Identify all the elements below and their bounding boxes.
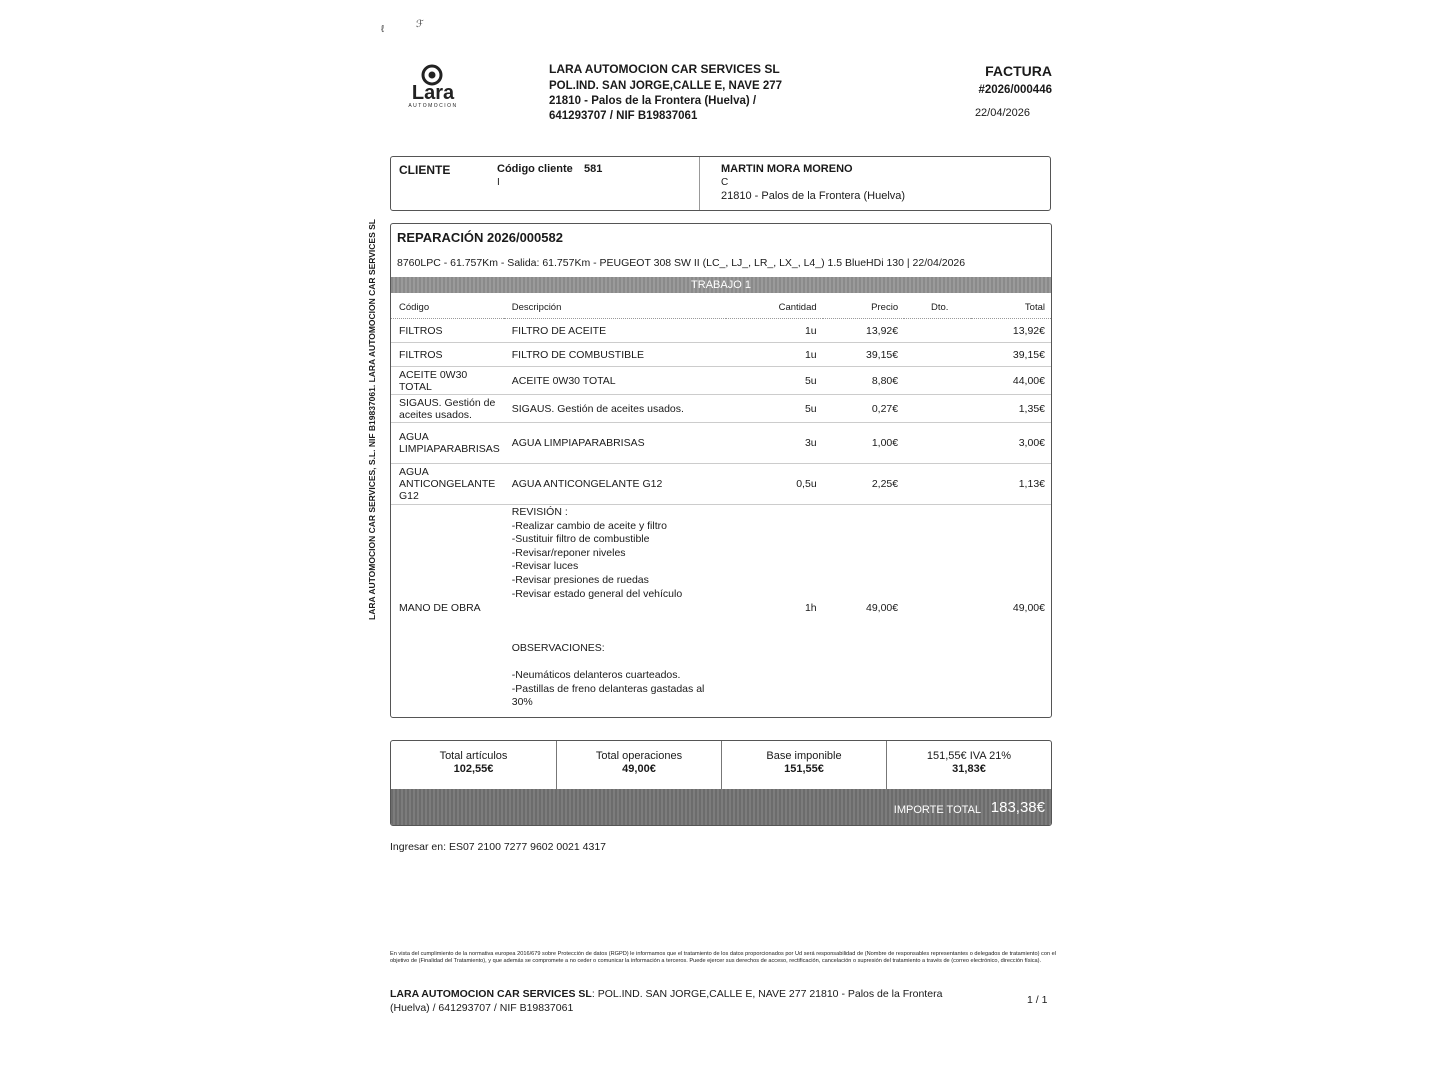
cell-discount <box>904 505 971 711</box>
cell-description: FILTRO DE ACEITE <box>504 319 726 343</box>
company-name: LARA AUTOMOCION CAR SERVICES SL <box>549 62 780 76</box>
total-operations-label: Total operaciones <box>595 750 683 762</box>
invoice-number: #2026/000446 <box>978 84 1052 96</box>
total-articles <box>391 741 556 789</box>
table-row <box>391 343 1051 367</box>
cell-total: 13,92€ <box>971 319 1051 343</box>
totals-box <box>390 740 1052 826</box>
side-legal-text: LARA AUTOMOCION CAR SERVICES, S.L. NIF B19837061. LARA AUTOMOCION CAR SERVICES SL <box>367 219 377 620</box>
vat-value: 31,83€ <box>952 763 986 775</box>
cell-code: MANO DE OBRA <box>399 601 481 614</box>
cell-discount <box>904 423 971 464</box>
cell-description: ACEITE 0W30 TOTAL <box>504 367 726 395</box>
cell-discount <box>904 319 971 343</box>
total-operations-value: 49,00€ <box>622 763 656 775</box>
table-row-labour <box>391 505 1051 711</box>
cell-discount <box>904 343 971 367</box>
divider <box>699 157 700 210</box>
client-code-label: Código cliente <box>497 163 573 175</box>
cell-discount <box>904 464 971 505</box>
cell-discount <box>904 367 971 395</box>
cell-code: SIGAUS. Gestión de aceites usados. <box>391 395 504 423</box>
company-address: POL.IND. SAN JORGE,CALLE E, NAVE 277 21810 - Palos de la Frontera (Huelva) / 641293707 / NIF B19837061 <box>549 80 783 122</box>
logo-text: Lara <box>411 82 455 104</box>
logo-subtext: AUTOMOCION <box>408 103 458 109</box>
column-header-quantity: Cantidad <box>726 296 823 319</box>
repair-title: REPARACIÓN 2026/000582 <box>397 230 563 245</box>
cell-price: 49,00€ <box>865 601 899 614</box>
cell-total: 44,00€ <box>971 367 1051 395</box>
cell-description: AGUA LIMPIAPARABRISAS <box>504 423 726 464</box>
cell-price: 2,25€ <box>823 464 904 505</box>
cell-discount <box>904 395 971 423</box>
table-row <box>391 367 1051 395</box>
column-header-discount: Dto. <box>904 296 971 319</box>
cell-code: ACEITE 0W30 TOTAL <box>391 367 504 395</box>
cell-description: AGUA ANTICONGELANTE G12 <box>504 464 726 505</box>
document-type: FACTURA <box>985 63 1052 79</box>
cell-price: 13,92€ <box>823 319 904 343</box>
tax-base-label: Base imponible <box>766 750 842 762</box>
cell-quantity: 1u <box>726 343 823 367</box>
footer-company <box>390 987 950 1015</box>
client-box <box>390 156 1051 211</box>
cell-quantity: 0,5u <box>726 464 823 505</box>
cell-code: FILTROS <box>391 319 504 343</box>
cell-code: FILTROS <box>391 343 504 367</box>
vat <box>887 741 1051 789</box>
cell-price: 39,15€ <box>823 343 904 367</box>
cell-total: 1,35€ <box>971 395 1051 423</box>
tax-base <box>722 741 886 789</box>
company-info <box>549 62 809 124</box>
footer-company-address: : POL.IND. SAN JORGE,CALLE E, NAVE 277 21810 - Palos de la Frontera (Huelva) / 641293707 / NIF B19837061 <box>390 988 943 1014</box>
scan-mark: ℓ <box>381 24 385 35</box>
cell-price: 8,80€ <box>823 367 904 395</box>
vat-label: 151,55€ IVA 21% <box>926 750 1012 762</box>
table-row <box>391 423 1051 464</box>
payment-info: Ingresar en: ES07 2100 7277 9602 0021 4317 <box>390 841 607 853</box>
client-label: CLIENTE <box>399 163 451 177</box>
client-address-line1: C <box>721 177 729 188</box>
column-header-price: Precio <box>823 296 904 319</box>
vehicle-info: 8760LPC - 61.757Km - Salida: 61.757Km - PEUGEOT 308 SW II (LC_, LJ_, LR_, LX_, L4_) 1.5 BlueHDi 130 | 22/04/2026 <box>397 257 966 269</box>
total-articles-label: Total artículos <box>439 750 508 762</box>
client-name: MARTIN MORA MORENO <box>721 163 853 175</box>
column-header-code: Código <box>391 296 504 319</box>
cell-total: 39,15€ <box>971 343 1051 367</box>
cell-code: AGUA ANTICONGELANTE G12 <box>391 464 504 505</box>
cell-code: AGUA LIMPIAPARABRISAS <box>391 423 504 464</box>
cell-description: FILTRO DE COMBUSTIBLE <box>504 343 726 367</box>
cell-quantity: 1u <box>726 319 823 343</box>
work-section-header: TRABAJO 1 <box>391 277 1051 293</box>
company-logo <box>398 64 468 110</box>
invoice-date: 22/04/2026 <box>974 107 1030 119</box>
table-row <box>391 319 1051 343</box>
table-row <box>391 464 1051 505</box>
client-address-line2: 21810 - Palos de la Frontera (Huelva) <box>721 190 906 202</box>
tax-base-value: 151,55€ <box>784 763 824 775</box>
cell-price: 0,27€ <box>823 395 904 423</box>
cell-total: 3,00€ <box>971 423 1051 464</box>
cell-quantity: 3u <box>726 423 823 464</box>
client-code-value: 581 <box>584 163 603 175</box>
table-row <box>391 395 1051 423</box>
repair-box <box>390 223 1052 718</box>
scan-mark: ℱ <box>416 19 424 30</box>
grand-total-label: IMPORTE TOTAL <box>893 804 981 816</box>
line-items-table <box>391 296 1051 711</box>
total-operations <box>557 741 721 789</box>
client-code-sub: I <box>497 177 500 188</box>
grand-total-value: 183,38€ <box>990 799 1045 816</box>
cell-price: 1,00€ <box>823 423 904 464</box>
cell-quantity: 5u <box>726 395 823 423</box>
total-articles-value: 102,55€ <box>453 763 494 775</box>
cell-total: 49,00€ <box>1012 601 1045 614</box>
cell-quantity: 1h <box>804 601 817 614</box>
legal-notice: En vista del cumplimiento de la normativa europea 2016/679 sobre Protección de datos (RGPD) le informamos que el tratamiento de los datos proporcionados por Ud será responsabilidad de (Nombre de responsables representantes o delegados de tratamiento) con el objetivo de (Finalidad del Tratamiento), y que además se compromete a no ceder o comunicar la información a terceros. Puede ejercer sus derechos de acceso, rectificación, cancelación o supresión del tratamiento a través de (correo electrónico, dirección física). <box>390 951 1056 964</box>
page-number: 1 / 1 <box>1027 994 1048 1006</box>
cell-quantity: 5u <box>726 367 823 395</box>
cell-description: SIGAUS. Gestión de aceites usados. <box>504 395 726 423</box>
grand-total-bar <box>391 789 1051 825</box>
column-header-total: Total <box>971 296 1051 319</box>
column-header-description: Descripción <box>504 296 726 319</box>
cell-total: 1,13€ <box>971 464 1051 505</box>
footer-company-name: LARA AUTOMOCION CAR SERVICES SL <box>390 988 592 1000</box>
table-header-row <box>391 296 1051 319</box>
cell-description: REVISIÓN : -Realizar cambio de aceite y filtro -Sustituir filtro de combustible -Revisar/reponer niveles -Revisar luces -Revisar presiones de ruedas -Revisar estado general del vehículo OBSERVACIONES: -Neumáticos delanteros cuarteados. -Pastillas de freno delanteras gastadas al 30% <box>511 506 705 709</box>
